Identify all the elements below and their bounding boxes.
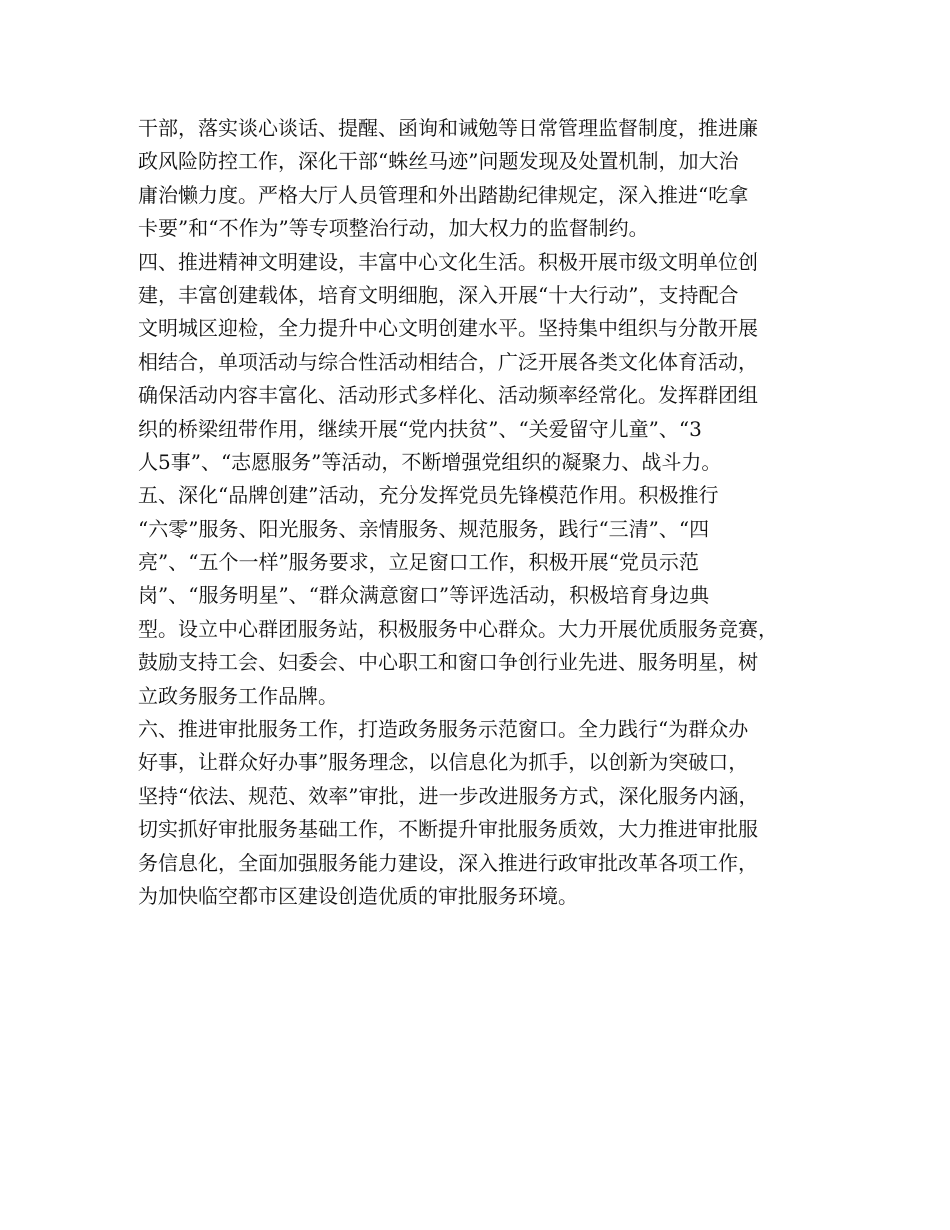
text-line: 确保活动内容丰富化、活动形式多样化、活动频率经常化。发挥群团组 [138, 383, 758, 408]
text-line: 五、深化“品牌创建”活动，充分发挥党员先锋模范作用。积极推行 [138, 483, 719, 508]
text-line: 人5事”、“志愿服务”等活动，不断增强党组织的凝聚力、战斗力。 [138, 449, 722, 474]
document-body [138, 112, 818, 913]
text-line: 型。设立中心群团服务站，积极服务中心群众。大力开展优质服务竞赛， [138, 616, 778, 641]
text-line: 切实抓好审批服务基础工作，不断提升审批服务质效，大力推进审批服 [138, 817, 758, 842]
text-line: 建，丰富创建载体，培育文明细胞，深入开展“十大行动”，支持配合 [138, 282, 739, 307]
text-line: 织的桥梁纽带作用，继续开展“党内扶贫”、“关爱留守儿童”、“3 [138, 416, 702, 441]
text-line: 岗”、“服务明星”、“群众满意窗口”等评选活动，积极培育身边典 [138, 583, 710, 608]
text-line: 务信息化，全面加强服务能力建设，深入推进行政审批改革各项工作， [138, 850, 758, 875]
text-line: 政风险防控工作，深化干部“蛛丝马迹”问题发现及处置机制，加大治 [138, 149, 739, 174]
text-line: 立政务服务工作品牌。 [138, 683, 338, 708]
text-line: 文明城区迎检，全力提升中心文明创建水平。坚持集中组织与分散开展 [138, 316, 758, 341]
text-line: 干部，落实谈心谈话、提醒、函询和诫勉等日常管理监督制度，推进廉 [138, 116, 758, 140]
text-line: 相结合，单项活动与综合性活动相结合，广泛开展各类文化体育活动， [138, 349, 758, 374]
text-line: 卡要”和“不作为”等专项整治行动，加大权力的监督制约。 [138, 216, 649, 241]
text-line: “六零”服务、阳光服务、亲情服务、规范服务，践行“三清”、“四 [138, 516, 710, 541]
text-line: 亮”、“五个一样”服务要求，立足窗口工作，积极开展“党员示范 [138, 550, 699, 575]
text-line: 六、推进审批服务工作，打造政务服务示范窗口。全力践行“为群众办 [138, 717, 749, 742]
text-line: 庸治懒力度。严格大厅人员管理和外出踏勘纪律规定，深入推进“吃拿 [138, 182, 749, 207]
text-line: 好事，让群众好办事”服务理念，以信息化为抓手，以创新为突破口， [138, 750, 749, 775]
text-line: 鼓励支持工会、妇委会、中心职工和窗口争创行业先进、服务明星，树 [138, 650, 758, 675]
text-line: 坚持“依法、规范、效率”审批，进一步改进服务方式，深化服务内涵， [138, 783, 759, 808]
text-line: 为加快临空都市区建设创造优质的审批服务环境。 [138, 883, 578, 908]
text-line: 四、推进精神文明建设，丰富中心文化生活。积极开展市级文明单位创 [138, 249, 758, 274]
